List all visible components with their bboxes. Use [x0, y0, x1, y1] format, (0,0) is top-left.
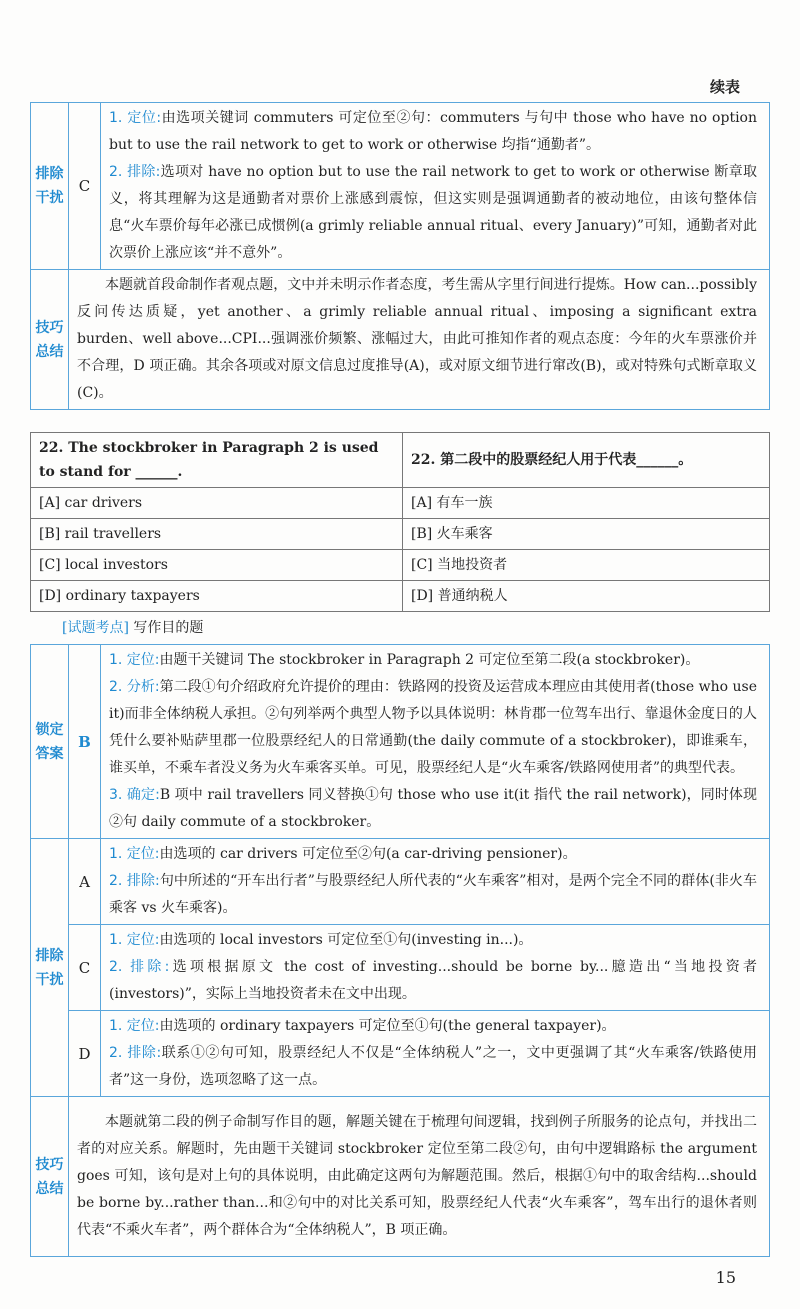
item-prefix: 1. 定位:: [109, 932, 160, 948]
item-text: B 项中 rail travellers 同义替换①句 those who use it(it 指代 the rail network)，同时体现②句 daily commute of a stockbroker。: [109, 787, 758, 830]
exclude-label: 排除干扰: [31, 839, 69, 1097]
continued-label: 续表: [709, 78, 740, 96]
option-en: [D] ordinary taxpayers: [31, 581, 403, 612]
item-text: 第二段①句介绍政府允许提价的理由：铁路网的投资及运营成本理应由其使用者(those who use it)而非全体纳税人承担。②句列举两个典型人物予以具体说明：林肯郡一位驾车出行、靠退休金度日的人凭什么要补贴萨里郡一位股票经纪人的日常通勤(the daily commute of a stockbroker)，即谁乘车，谁买单，不乘车者没义务为火车乘客买单。可见，股票经纪人是“火车乘客/铁路网使用者”的典型代表。: [109, 679, 757, 776]
exclude-row-c: [31, 925, 770, 1011]
summary-text: 本题就第二段的例子命制写作目的题，解题关键在于梳理句间逻辑，找到例子所服务的论点句，并找出二者的对应关系。解题时，先由题干关键词 stockbroker 定位至第二段②句，由句中逻辑路标 the argument goes 可知，该句是对上句的具体说明，由此确定这两句为解题范围。然后，根据①句中的取舍结构...should be borne by...rather than...和②句中的对比关系可知，股票经纪人代表“火车乘客”，驾车出行的退休者则代表“不乘火车者”，两个群体合为“全体纳税人”，B 项正确。: [69, 1097, 770, 1257]
question-table: [30, 432, 770, 612]
option-row: [31, 550, 770, 581]
item-text: 由选项的 ordinary taxpayers 可定位至①句(the general taxpayer)。: [159, 1018, 616, 1034]
item-prefix: 1. 定位:: [109, 846, 160, 862]
answer-label: 锁定答案: [31, 645, 69, 839]
option-letter: D: [69, 1011, 101, 1097]
exclude-text: [101, 925, 770, 1011]
option-letter: C: [69, 925, 101, 1011]
summary-row: [31, 1097, 770, 1257]
option-letter: C: [69, 103, 101, 270]
item-text: 由选项的 car drivers 可定位至②句(a car-driving pensioner)。: [159, 846, 577, 862]
keypoint-tag: [试题考点]: [62, 620, 129, 636]
item-text: 由选项的 local investors 可定位至①句(investing in...)。: [159, 932, 533, 948]
option-en: [B] rail travellers: [31, 519, 403, 550]
item-text: 句中所述的“开车出行者”与股票经纪人所代表的“火车乘客”相对，是两个完全不同的群体(非火车乘客 vs 火车乘客)。: [109, 873, 758, 916]
item-prefix: 2. 排除:: [109, 164, 161, 180]
summary-text: 本题就首段命制作者观点题，文中并未明示作者态度，考生需从字里行间进行提炼。How can...possibly 反问传达质疑，yet another、a grimly reliable annual ritual、imposing a significant extra burden、well above...CPI...强调涨价频繁、涨幅过大，由此可推知作者的观点态度：今年的火车票涨价并不合理，D 项正确。其余各项或对原文信息过度推导(A)，或对原文细节进行窜改(B)，或对特殊句式断章取义(C)。: [69, 270, 770, 410]
analysis-table-21: [30, 102, 770, 410]
summary-row: [31, 270, 770, 410]
option-zh: [B] 火车乘客: [403, 519, 770, 550]
item-prefix: 1. 定位:: [109, 1018, 160, 1034]
option-letter: A: [69, 839, 101, 925]
item-prefix: 1. 定位:: [109, 652, 160, 668]
item-prefix: 2. 分析:: [109, 679, 160, 695]
exclude-row-a: [31, 839, 770, 925]
exclude-row-d: [31, 1011, 770, 1097]
answer-row: [31, 645, 770, 839]
option-zh: [A] 有车一族: [403, 488, 770, 519]
question-zh: 22. 第二段中的股票经纪人用于代表______。: [403, 433, 770, 488]
item-prefix: 2. 排除:: [109, 1045, 162, 1061]
answer-text: [101, 645, 770, 839]
item-text: 选项对 have no option but to use the rail network to get to work or otherwise 断章取义，将其理解为这是通勤者对票价上涨感到震惊，但这实则是强调通勤者的被动地位，由该句整体信息“火车票价每年必涨已成惯例(a grimly reliable annual ritual、every January)”可知，通勤者对此次票价上涨应该“并不意外”。: [109, 164, 757, 261]
keypoint: [62, 618, 770, 638]
answer-letter: B: [69, 645, 101, 839]
item-prefix: 2. 排除:: [109, 873, 160, 889]
exclude-row: [31, 103, 770, 270]
option-row: [31, 519, 770, 550]
option-en: [A] car drivers: [31, 488, 403, 519]
item-prefix: 1. 定位:: [109, 110, 162, 126]
analysis-table-22: [30, 644, 770, 1257]
option-en: [C] local investors: [31, 550, 403, 581]
option-row: [31, 581, 770, 612]
item-text: 选项根据原文 the cost of investing...should be borne by...臆造出“当地投资者(investors)”，实际上当地投资者未在文中出现。: [109, 959, 758, 1002]
item-text: 由题干关键词 The stockbroker in Paragraph 2 可定位至第二段(a stockbroker)。: [159, 652, 700, 668]
option-zh: [D] 普通纳税人: [403, 581, 770, 612]
question-en: 22. The stockbroker in Paragraph 2 is used to stand for ______.: [31, 433, 403, 488]
summary-label: 技巧总结: [31, 1097, 69, 1257]
option-row: [31, 488, 770, 519]
summary-label: 技巧总结: [31, 270, 69, 410]
keypoint-text: 写作目的题: [133, 620, 204, 636]
item-prefix: 3. 确定:: [109, 787, 160, 803]
item-text: 由选项关键词 commuters 可定位至②句：commuters 与句中 those who have no option but to use the rail network to get to work or otherwise 均指“通勤者”。: [109, 110, 757, 153]
exclude-text: [101, 103, 770, 270]
option-zh: [C] 当地投资者: [403, 550, 770, 581]
item-prefix: 2. 排除:: [109, 959, 170, 975]
exclude-label: 排除干扰: [31, 103, 69, 270]
page-number: 15: [715, 1268, 736, 1287]
exclude-text: [101, 1011, 770, 1097]
item-text: 联系①②句可知，股票经纪人不仅是“全体纳税人”之一，文中更强调了其“火车乘客/铁路使用者”这一身份，选项忽略了这一点。: [109, 1045, 758, 1088]
exclude-text: [101, 839, 770, 925]
